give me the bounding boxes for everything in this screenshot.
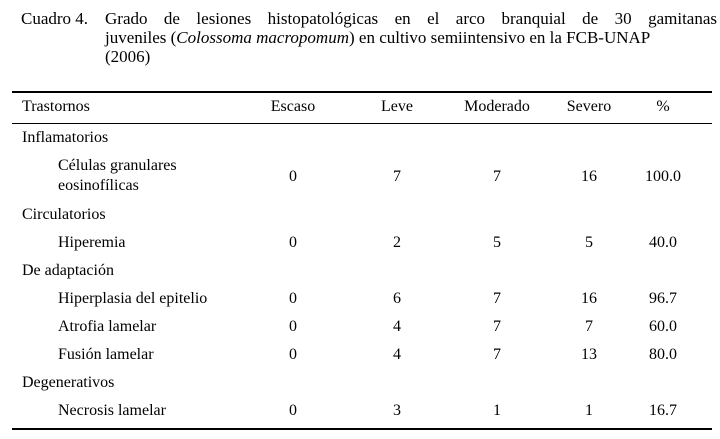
row-label: Hiperemia <box>58 234 126 251</box>
cell-escaso: 0 <box>289 234 297 251</box>
cell-escaso: 0 <box>289 290 297 307</box>
cell-severo: 7 <box>585 318 593 335</box>
cell-leve: 3 <box>393 402 401 419</box>
cell-leve: 7 <box>393 168 401 185</box>
cell-moderado: 7 <box>493 346 501 363</box>
group-degenerativos: Degenerativos <box>22 374 115 391</box>
cell-percent: 96.7 <box>649 290 677 307</box>
cell-moderado: 1 <box>493 402 501 419</box>
cell-escaso: 0 <box>289 168 297 185</box>
header-trastornos: Trastornos <box>22 98 90 115</box>
caption-line-2 <box>105 28 717 47</box>
header-severo: Severo <box>566 98 612 115</box>
row-label: Hiperplasia del epitelio <box>58 290 208 307</box>
caption-line-2-post: ) en cultivo semiintensivo en la FCB-UNAP <box>348 28 651 47</box>
cell-escaso: 0 <box>289 346 297 363</box>
cell-severo: 1 <box>585 402 593 419</box>
header-percent: % <box>656 98 670 115</box>
group-inflamatorios: Inflamatorios <box>22 129 109 146</box>
cell-moderado: 7 <box>493 290 501 307</box>
caption-text <box>105 9 717 66</box>
table-top-rule <box>12 91 712 93</box>
table-header-rule <box>12 123 712 124</box>
caption-label: Cuadro 4. <box>21 9 89 28</box>
caption-line-3: (2006) <box>105 47 151 66</box>
caption-line-2-pre: juveniles ( <box>105 28 177 47</box>
cell-severo: 16 <box>581 290 597 307</box>
cell-percent: 16.7 <box>649 402 677 419</box>
caption-species: Colossoma macropomum <box>176 28 349 47</box>
group-de-adaptacion: De adaptación <box>22 262 114 279</box>
row-label-line: eosinofílicas <box>58 177 139 194</box>
header-moderado: Moderado <box>464 98 530 115</box>
group-circulatorios: Circulatorios <box>22 206 106 223</box>
row-label: Necrosis lamelar <box>58 402 166 419</box>
row-label: Atrofia lamelar <box>58 318 157 335</box>
cell-leve: 4 <box>393 318 401 335</box>
cell-percent: 80.0 <box>649 346 677 363</box>
cell-moderado: 7 <box>493 168 501 185</box>
caption-line-1: Grado de lesiones histopatológicas en el arco branquial de 30 gamitanas <box>105 9 717 28</box>
row-label-line: Células granulares <box>58 157 177 174</box>
cell-leve: 6 <box>393 290 401 307</box>
row-label: Fusión lamelar <box>58 346 154 363</box>
cell-leve: 2 <box>393 234 401 251</box>
cell-escaso: 0 <box>289 402 297 419</box>
header-leve: Leve <box>381 98 413 115</box>
cell-moderado: 7 <box>493 318 501 335</box>
cell-escaso: 0 <box>289 318 297 335</box>
table-bottom-rule <box>12 428 712 430</box>
cell-percent: 40.0 <box>649 234 677 251</box>
header-escaso: Escaso <box>270 98 316 115</box>
cell-severo: 13 <box>581 346 597 363</box>
cell-percent: 100.0 <box>645 168 681 185</box>
cell-percent: 60.0 <box>649 318 677 335</box>
cell-severo: 5 <box>585 234 593 251</box>
cell-leve: 4 <box>393 346 401 363</box>
cell-moderado: 5 <box>493 234 501 251</box>
cell-severo: 16 <box>581 168 597 185</box>
